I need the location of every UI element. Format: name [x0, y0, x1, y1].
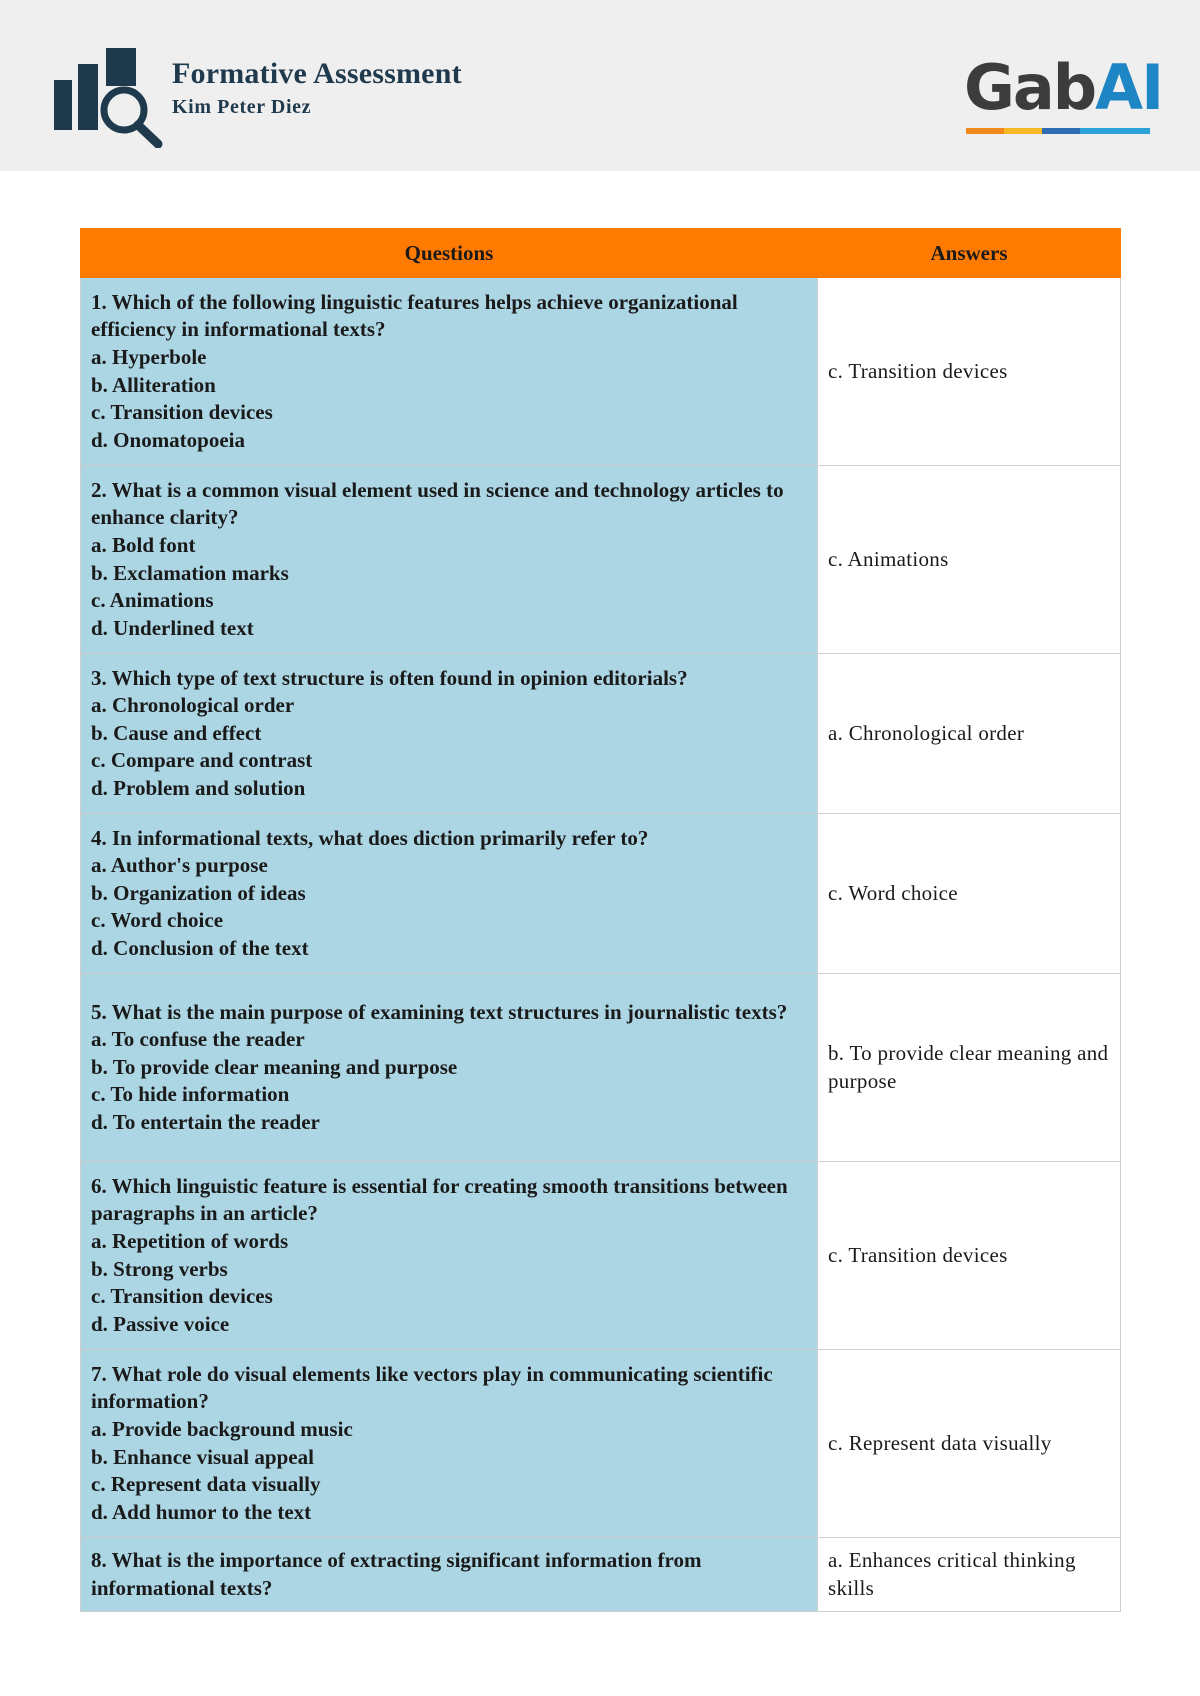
answer-cell: c. Animations: [818, 466, 1121, 654]
logo-color-bar: [966, 128, 1150, 134]
author-name: Kim Peter Diez: [172, 96, 312, 118]
option-text: d. Passive voice: [91, 1311, 230, 1336]
question-text: 3. Which type of text structure is often found in opinion editorials?: [91, 665, 688, 690]
logo-text-gab: Gab: [964, 51, 1096, 124]
option-text: d. Add humor to the text: [91, 1499, 312, 1524]
option-text: d. To entertain the reader: [91, 1109, 320, 1134]
table-row: [81, 1538, 1121, 1612]
header-text-block: [172, 56, 462, 119]
option-text: c. Transition devices: [91, 400, 273, 425]
gabai-logo: [964, 50, 1163, 140]
option-text: c. Represent data visually: [91, 1472, 321, 1497]
option-text: b. Exclamation marks: [91, 560, 289, 585]
table-row: [81, 466, 1121, 654]
option-text: a. Hyperbole: [91, 344, 207, 369]
question-text: 2. What is a common visual element used in science and technology articles to enhance clarity?: [91, 477, 784, 530]
question-cell: [81, 654, 818, 814]
table-row: [81, 1350, 1121, 1538]
question-cell: [81, 466, 818, 654]
option-text: c. Transition devices: [91, 1284, 273, 1309]
option-text: a. To confuse the reader: [91, 1027, 305, 1052]
question-text: 1. Which of the following linguistic features helps achieve organizational efficiency in informational texts?: [91, 289, 738, 342]
question-text: 6. Which linguistic feature is essential for creating smooth transitions between paragraphs in an article?: [91, 1173, 788, 1226]
table-row: [81, 654, 1121, 814]
header-questions: Questions: [81, 229, 818, 278]
qa-table: [80, 228, 1121, 1612]
question-text: 4. In informational texts, what does diction primarily refer to?: [91, 825, 649, 850]
option-text: d. Problem and solution: [91, 775, 306, 800]
option-text: c. To hide information: [91, 1082, 290, 1107]
option-text: b. Alliteration: [91, 372, 216, 397]
answer-cell: a. Chronological order: [818, 654, 1121, 814]
answer-cell: c. Represent data visually: [818, 1350, 1121, 1538]
question-cell: [81, 1162, 818, 1350]
option-text: a. Repetition of words: [91, 1228, 289, 1253]
question-cell: [81, 974, 818, 1162]
table-row: [81, 814, 1121, 974]
option-text: b. To provide clear meaning and purpose: [91, 1054, 458, 1079]
option-text: b. Strong verbs: [91, 1256, 228, 1281]
option-text: d. Underlined text: [91, 615, 254, 640]
answer-cell: c. Transition devices: [818, 1162, 1121, 1350]
question-text: 5. What is the main purpose of examining text structures in journalistic texts?: [91, 999, 788, 1024]
option-text: b. Enhance visual appeal: [91, 1444, 314, 1469]
logo-text-ai: AI: [1095, 51, 1163, 124]
option-text: d. Conclusion of the text: [91, 935, 309, 960]
table-row: [81, 1162, 1121, 1350]
table-row: [81, 278, 1121, 466]
table-header-row: [81, 229, 1121, 278]
question-text: 7. What role do visual elements like vectors play in communicating scientific information?: [91, 1361, 773, 1414]
answer-cell: b. To provide clear meaning and purpose: [818, 974, 1121, 1162]
analytics-chart-icon: [54, 48, 166, 148]
document-title: Formative Assessment: [172, 57, 462, 90]
option-text: c. Animations: [91, 588, 214, 613]
option-text: a. Author's purpose: [91, 853, 268, 878]
question-cell: [81, 814, 818, 974]
page-header: [0, 0, 1200, 171]
option-text: d. Onomatopoeia: [91, 427, 246, 452]
answer-cell: a. Enhances critical thinking skills: [818, 1538, 1121, 1612]
option-text: b. Organization of ideas: [91, 880, 306, 905]
table-body: [81, 278, 1121, 1612]
option-text: a. Provide background music: [91, 1416, 353, 1441]
question-cell: [81, 278, 818, 466]
answer-cell: c. Transition devices: [818, 278, 1121, 466]
answer-cell: c. Word choice: [818, 814, 1121, 974]
question-cell: [81, 1350, 818, 1538]
question-cell: [81, 1538, 818, 1612]
table-row: [81, 974, 1121, 1162]
option-text: a. Bold font: [91, 532, 196, 557]
option-text: a. Chronological order: [91, 693, 295, 718]
option-text: c. Compare and contrast: [91, 748, 313, 773]
header-answers: Answers: [818, 229, 1121, 278]
option-text: c. Word choice: [91, 908, 224, 933]
question-text: 8. What is the importance of extracting significant information from informational texts?: [91, 1547, 702, 1600]
option-text: b. Cause and effect: [91, 720, 262, 745]
